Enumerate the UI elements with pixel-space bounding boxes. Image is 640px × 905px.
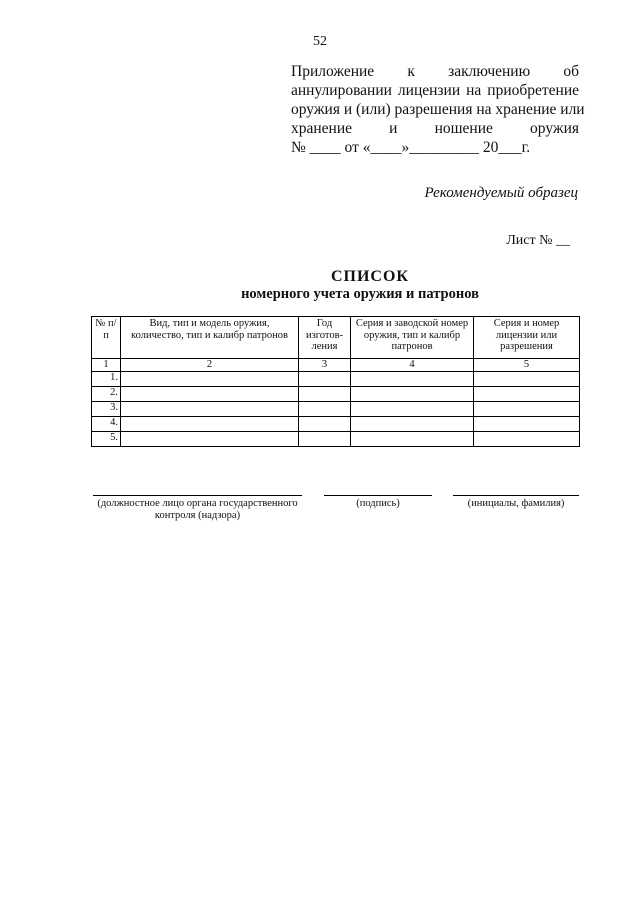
appendix-line: хранение и ношение оружия — [291, 120, 579, 137]
column-number: 2 — [121, 359, 299, 372]
row-number: 3. — [92, 401, 121, 416]
sheet-number-label: Лист № __ — [506, 233, 570, 248]
table-cell — [121, 431, 299, 446]
name-caption: (инициалы, фамилия) — [467, 498, 565, 509]
table-cell — [299, 386, 351, 401]
column-number: 5 — [474, 359, 580, 372]
table-cell — [351, 371, 474, 386]
table-cell — [121, 401, 299, 416]
table-cell — [474, 386, 580, 401]
table-cell — [121, 386, 299, 401]
table-cell — [474, 401, 580, 416]
column-number: 4 — [351, 359, 474, 372]
table-cell — [474, 416, 580, 431]
header-manufacture-year: Год изготов-ления — [299, 317, 351, 359]
table-cell — [351, 431, 474, 446]
name-signature-line — [453, 495, 579, 496]
page-number: 52 — [313, 34, 327, 49]
signature-line — [324, 495, 432, 496]
appendix-line: аннулировании лицензии на приобретение — [291, 82, 579, 99]
header-license-number: Серия и номер лицензии или разрешения — [474, 317, 580, 359]
column-number: 3 — [299, 359, 351, 372]
row-number: 2. — [92, 386, 121, 401]
table-cell — [299, 416, 351, 431]
table-row — [92, 371, 580, 386]
table-cell — [299, 431, 351, 446]
signature-caption: (подпись) — [356, 498, 400, 509]
table-row — [92, 416, 580, 431]
table-cell — [121, 371, 299, 386]
appendix-number-date-line: № ____ от «____»_________ 20___г. — [291, 139, 531, 156]
table-row — [92, 401, 580, 416]
table-cell — [121, 416, 299, 431]
column-number: 1 — [92, 359, 121, 372]
column-numbering-row — [92, 359, 580, 372]
table-header-row — [92, 317, 580, 359]
document-title: СПИСОК — [330, 268, 410, 285]
official-caption: (должностное лицо органа государственного контроля (надзора) — [97, 498, 298, 521]
header-number: № п/п — [92, 317, 121, 359]
document-subtitle: номерного учета оружия и патронов — [241, 286, 479, 302]
header-serial-number: Серия и заводской номер оружия, тип и калибр патронов — [351, 317, 474, 359]
table-cell — [299, 371, 351, 386]
weapons-register-table — [91, 316, 580, 447]
recommended-sample-label: Рекомендуемый образец — [424, 185, 578, 201]
appendix-line: Приложение к заключению об — [291, 63, 579, 80]
table-cell — [351, 416, 474, 431]
table-cell — [474, 431, 580, 446]
table-cell — [351, 386, 474, 401]
header-weapon-type: Вид, тип и модель оружия, количество, тип и калибр патронов — [121, 317, 299, 359]
row-number: 1. — [92, 371, 121, 386]
appendix-line: оружия и (или) разрешения на хранение или — [291, 101, 585, 118]
table-row — [92, 431, 580, 446]
appendix-note — [291, 62, 585, 157]
table-cell — [474, 371, 580, 386]
official-signature-line — [93, 495, 302, 496]
table-cell — [299, 401, 351, 416]
row-number: 5. — [92, 431, 121, 446]
row-number: 4. — [92, 416, 121, 431]
table-row — [92, 386, 580, 401]
table-cell — [351, 401, 474, 416]
